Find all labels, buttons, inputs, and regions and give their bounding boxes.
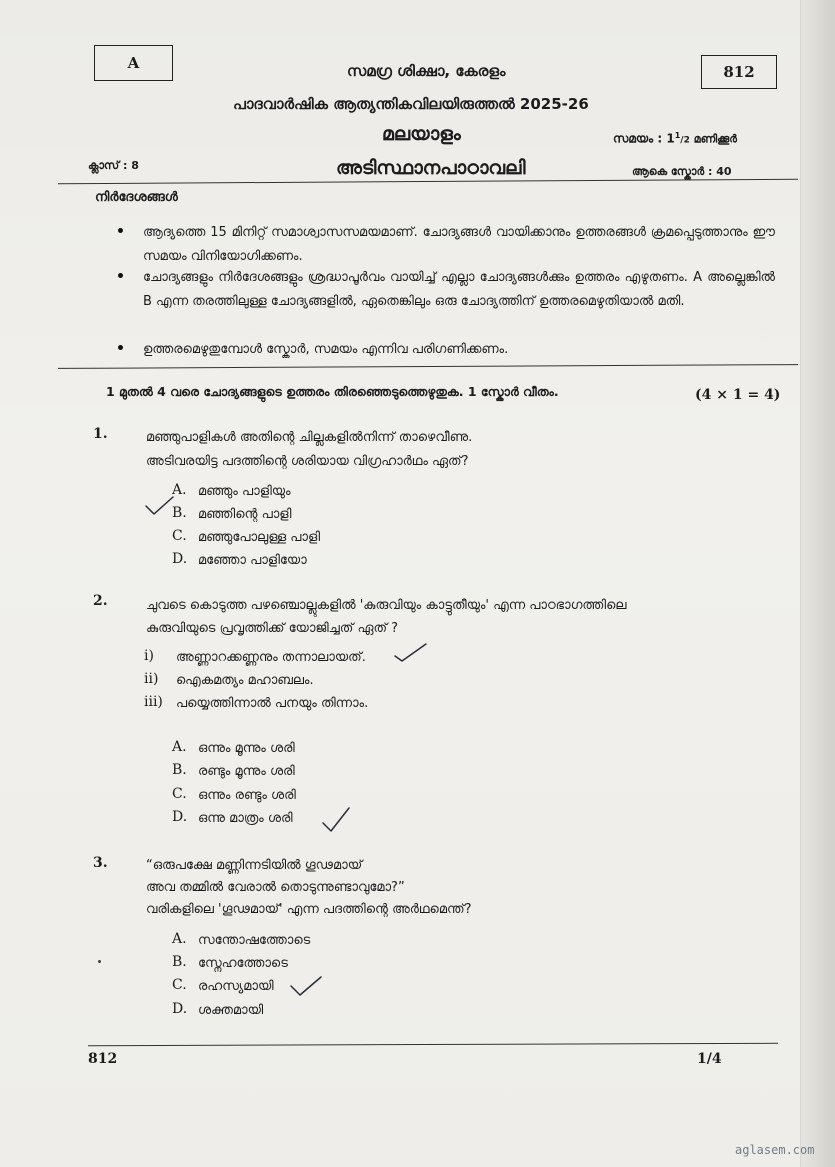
paper-code: 812 xyxy=(723,63,755,81)
question-line: അടിവരയിട്ട പദത്തിന്റെ ശരിയായ വിഗ്രഹാർഥം ഏത്? xyxy=(146,454,469,469)
option-label: A. xyxy=(172,482,187,498)
option-text: രണ്ടും മൂന്നും ശരി xyxy=(198,764,295,779)
option-text: മഞ്ഞുപോലുള്ള പാളി xyxy=(198,530,321,545)
time-allowed xyxy=(613,131,737,147)
option-label: A. xyxy=(172,739,187,755)
option-label: C. xyxy=(172,977,187,993)
option-text: ഒന്നും മൂന്നും ശരി xyxy=(198,741,295,756)
option-label: D. xyxy=(172,1001,188,1017)
footer-code: 812 xyxy=(88,1051,118,1067)
option-label: B. xyxy=(172,762,187,778)
organization-name: സമഗ്ര ശിക്ഷാ, കേരളം xyxy=(347,62,506,80)
total-score: ആകെ സ്കോർ : 40 xyxy=(632,165,732,178)
subject-title: മലയാളം xyxy=(382,123,461,145)
exam-title: പാദവാർഷിക ആത്യന്തികവിലയിരുത്തൽ 2025-26 xyxy=(233,95,589,113)
statement-text: ഐകമത്യം മഹാബലം. xyxy=(176,673,314,688)
question-line: “ഒരുപക്ഷേ മണ്ണിന്നടിയിൽ ഗൂഢമായ് xyxy=(146,858,363,873)
option-label: C. xyxy=(172,528,187,544)
instruction-item-3: ഉത്തരമെഴുതുമ്പോൾ സ്കോർ, സമയം എന്നിവ പരിഗണിക്കണം. xyxy=(143,342,509,357)
option-text: സ്നേഹത്തോടെ xyxy=(198,956,288,971)
statement-label: ii) xyxy=(144,671,159,687)
time-fraction-den: /2 xyxy=(680,135,690,146)
option-label: D. xyxy=(172,809,188,825)
question-line: കുരുവിയുടെ പ്രവൃത്തിക്ക് യോജിച്ചത് ഏത് ? xyxy=(146,621,399,636)
instructions-title: നിർദേശങ്ങൾ xyxy=(95,190,178,205)
set-code: A xyxy=(127,54,140,72)
option-text: സന്തോഷത്തോടെ xyxy=(198,933,311,948)
paper-code-box xyxy=(701,55,777,89)
class-label: ക്ലാസ് : 8 xyxy=(88,159,139,172)
question-line: മഞ്ഞുപാളികൾ അതിന്റെ ചില്ലകളിൽനിന്ന് താഴെവീണു. xyxy=(146,430,473,445)
watermark: aglasem.com xyxy=(735,1143,815,1157)
option-label: B. xyxy=(172,505,187,521)
time-label: സമയം : 1 xyxy=(613,131,675,146)
stray-mark xyxy=(98,960,101,963)
question-number: 3. xyxy=(93,855,108,871)
option-label: A. xyxy=(172,931,187,947)
option-label: D. xyxy=(172,551,188,567)
instruction-item-2: ചോദ്യങ്ങളും നിർദേശങ്ങളും ശ്രദ്ധാപൂർവം വായിച്ച് എല്ലാ ചോദ്യങ്ങൾക്കും ഉത്തരം എഴുതണം. A അല്ലെങ്കിൽ B എന്ന തരത്തിലുള്ള ചോദ്യങ്ങളിൽ, ഏതെങ്കിലും ഒരു ചോദ്യത്തിന് ഉത്തരമെഴുതിയാൽ മതി. xyxy=(143,270,775,309)
paper-name: അടിസ്ഥാനപാഠാവലി xyxy=(336,157,526,179)
handwritten-tick-icon xyxy=(143,494,175,520)
instruction-item-1: ആദ്യത്തെ 15 മിനിറ്റ് സമാശ്വാസസമയമാണ്. ചോദ്യങ്ങൾ വായിക്കാനും ഉത്തരങ്ങൾ ക്രമപ്പെടുത്താനും ഈ സമയം വിനിയോഗിക്കണം. xyxy=(143,225,775,264)
option-text: ഒന്നും രണ്ടും ശരി xyxy=(198,788,296,803)
statement-text: പയ്യെത്തിന്നാൽ പനയും തിന്നാം. xyxy=(176,696,369,711)
option-text: മഞ്ഞോ പാളിയോ xyxy=(198,553,307,568)
footer-page: 1/4 xyxy=(697,1051,722,1067)
option-label: B. xyxy=(172,954,187,970)
statement-label: iii) xyxy=(144,694,163,710)
handwritten-tick-icon xyxy=(320,805,352,835)
paper-edge xyxy=(800,0,835,1167)
question-number: 1. xyxy=(93,426,108,442)
option-text: ശക്തമായി xyxy=(198,1003,264,1018)
question-line: ചുവടെ കൊടുത്ത പഴഞ്ചൊല്ലുകളിൽ 'കുരുവിയും കാട്ടുതീയും' എന്ന പാഠഭാഗത്തിലെ xyxy=(146,598,627,613)
option-text: ഒന്നു മാത്രം ശരി xyxy=(198,811,293,826)
handwritten-tick-icon xyxy=(288,974,324,1000)
question-line: അവ തമ്മിൽ വേരാൽ തൊടുന്നുണ്ടാവുമോ?” xyxy=(146,880,405,895)
time-unit: മണിക്കൂർ xyxy=(689,132,737,146)
option-text: മഞ്ഞിന്റെ പാളി xyxy=(198,507,292,522)
option-text: രഹസ്യമായി xyxy=(198,979,274,994)
time-fraction-num: 1 xyxy=(674,131,681,140)
section-heading: 1 മുതൽ 4 വരെ ചോദ്യങ്ങളുടെ ഉത്തരം തിരഞ്ഞെടുത്തെഴുതുക. 1 സ്കോർ വീതം. xyxy=(106,384,559,399)
section-marks: (4 × 1 = 4) xyxy=(695,387,781,403)
instruction-bullet xyxy=(118,273,123,278)
statement-label: i) xyxy=(144,648,154,664)
set-code-box xyxy=(94,45,173,81)
question-line: വരികളിലെ 'ഗൂഢമായ്' എന്ന പദത്തിന്റെ അർഥമെന്ത്? xyxy=(146,902,472,917)
question-number: 2. xyxy=(93,593,108,609)
handwritten-tick-icon xyxy=(392,640,428,666)
statement-text: അണ്ണാറക്കണ്ണനും തന്നാലായത്. xyxy=(176,650,366,665)
option-label: C. xyxy=(172,786,187,802)
instruction-bullet xyxy=(118,228,123,233)
option-text: മഞ്ഞും പാളിയും xyxy=(198,484,291,499)
instruction-bullet xyxy=(118,345,123,350)
